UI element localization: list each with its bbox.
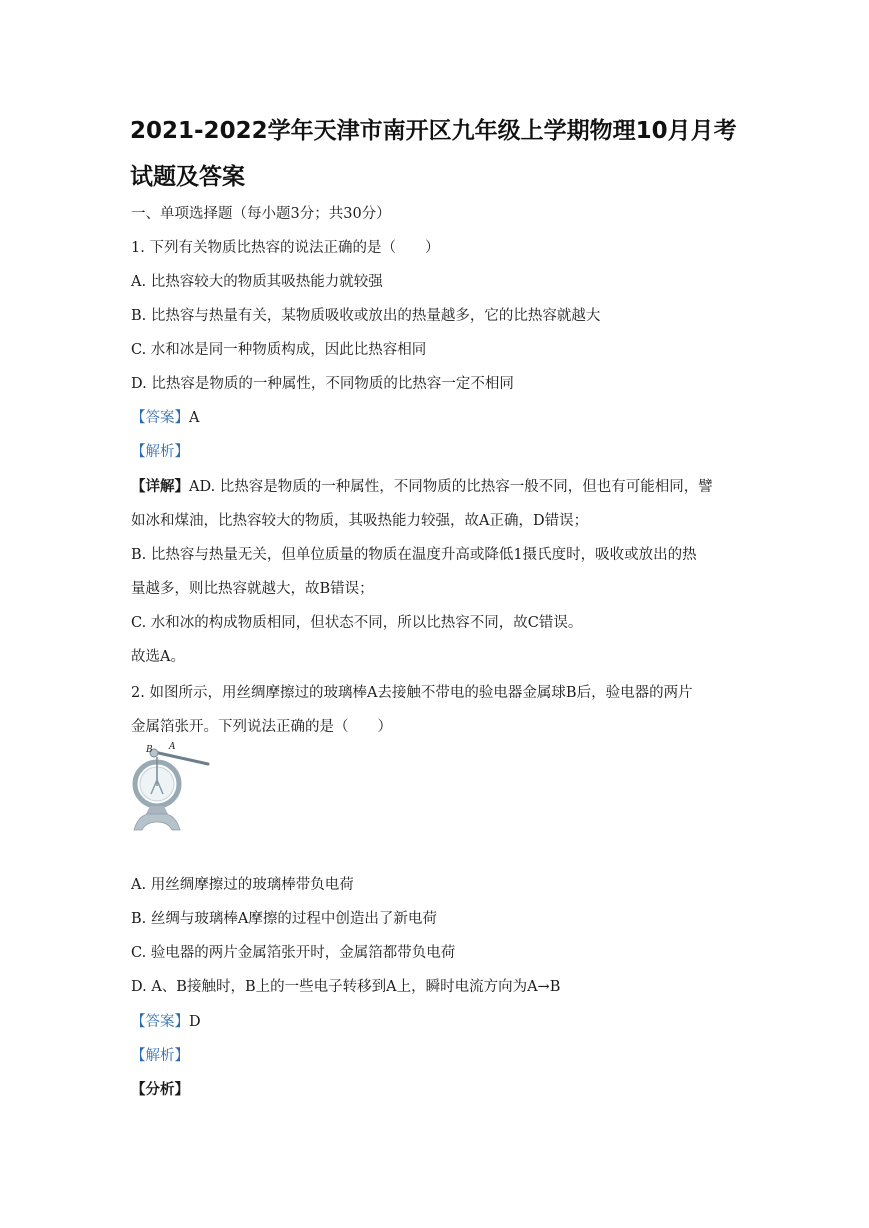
q2-fenxi-label: 【分析】 [131, 1081, 189, 1098]
q1-detail-label: 【详解】 [131, 478, 189, 495]
q1-answer-value: A [189, 410, 200, 426]
q2-answer [131, 1012, 751, 1032]
q1-detail-line-2: 如冰和煤油，比热容较大的物质，其吸热能力较强，故A正确，D错误； [131, 513, 589, 529]
q2-analysis-label: 【解析】 [131, 1048, 189, 1064]
q1-stem: 1. 下列有关物质比热容的说法正确的是（ ） [131, 240, 440, 256]
electroscope-figure [128, 740, 210, 832]
title-line-1: 2021-2022学年天津市南开区九年级上学期物理10月月考 [130, 118, 737, 144]
q1-detail-line-6: 故选A。 [131, 649, 185, 665]
q1-detail-line-1 [131, 477, 751, 497]
title-line-2: 试题及答案 [130, 164, 245, 190]
q1-answer-label: 【答案】 [131, 410, 189, 426]
q2-option-c: C. 验电器的两片金属箔张开时，金属箔都带负电荷 [131, 945, 456, 961]
q2-stem-line-2: 金属箔张开。下列说法正确的是（ ） [131, 719, 392, 735]
q1-option-d: D. 比热容是物质的一种属性，不同物质的比热容一定不相同 [131, 376, 514, 392]
q1-option-c: C. 水和冰是同一种物质构成，因此比热容相同 [131, 342, 427, 358]
q2-option-a: A. 用丝绸摩擦过的玻璃棒带负电荷 [131, 877, 354, 893]
stand-base [134, 814, 180, 830]
q2-option-d: D. A、B接触时，B上的一些电子转移到A上，瞬时电流方向为A→B [131, 979, 561, 995]
label-a: A [169, 742, 176, 752]
q1-option-b: B. 比热容与热量有关，某物质吸收或放出的热量越多，它的比热容就越大 [131, 308, 601, 324]
q1-option-a: A. 比热容较大的物质其吸热能力就较强 [131, 274, 383, 290]
section-heading: 一、单项选择题（每小题3分；共30分） [131, 206, 391, 222]
q2-option-b: B. 丝绸与玻璃棒A摩擦的过程中创造出了新电荷 [131, 911, 437, 927]
q2-answer-value: D [189, 1014, 201, 1030]
q1-answer [131, 408, 751, 428]
label-b: B [146, 745, 153, 755]
q1-analysis-label: 【解析】 [131, 444, 189, 460]
q1-detail-text-1: AD. 比热容是物质的一种属性，不同物质的比热容一般不同，但也有可能相同，譬 [189, 479, 713, 495]
document-title [130, 108, 750, 200]
q1-detail-line-4: 量越多，则比热容就越大，故B错误； [131, 581, 374, 597]
q2-answer-label: 【答案】 [131, 1014, 189, 1030]
q1-detail-line-5: C. 水和冰的构成物质相同，但状态不同，所以比热容不同，故C错误。 [131, 615, 583, 631]
q2-stem-line-1: 2. 如图所示，用丝绸摩擦过的玻璃棒A去接触不带电的验电器金属球B后，验电器的两片 [131, 685, 693, 701]
q1-detail-line-3: B. 比热容与热量无关，但单位质量的物质在温度升高或降低1摄氏度时，吸收或放出的热 [131, 547, 697, 563]
